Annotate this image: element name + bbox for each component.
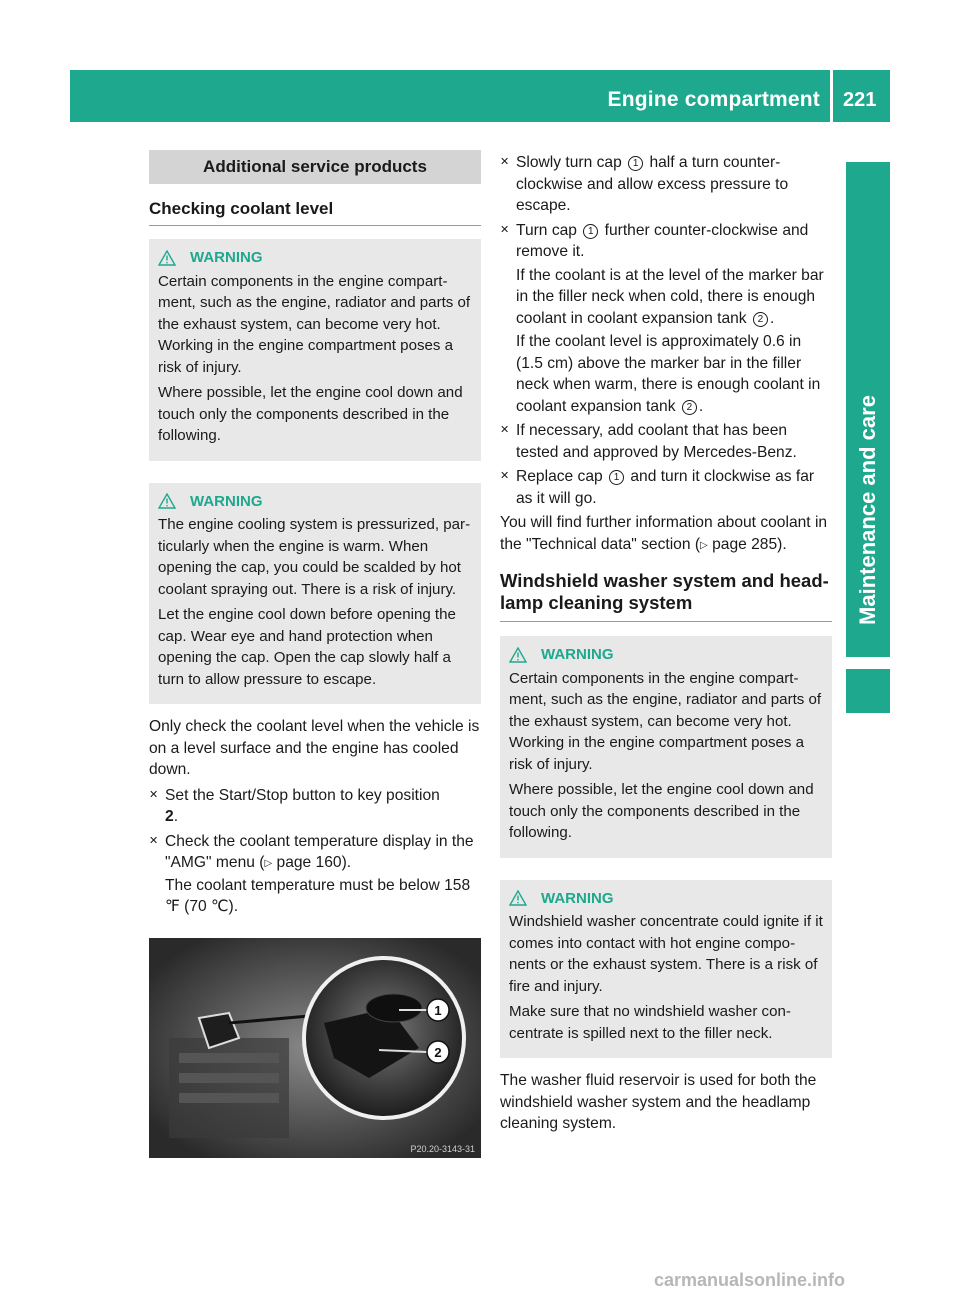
step-text: further counter-clockwise and remove it. xyxy=(516,221,809,260)
page-title: Engine compartment xyxy=(607,88,820,111)
step-text: If necessary, add coolant that has been tested and approved by Mercedes-Benz. xyxy=(516,422,797,461)
callout-number: 1 xyxy=(628,156,643,171)
step-text: . xyxy=(173,808,179,825)
step-arrow-icon: ✕ xyxy=(500,470,510,482)
header-divider xyxy=(830,70,833,122)
step-arrow-icon: ✕ xyxy=(500,424,510,436)
warning-icon xyxy=(509,890,527,906)
warning-box xyxy=(500,636,832,858)
step-text: ). xyxy=(341,854,352,871)
info-text: ). xyxy=(777,535,787,553)
left-column xyxy=(149,150,481,1158)
warning-label: WARNING xyxy=(541,646,614,663)
instruction-step xyxy=(500,220,832,418)
step-text: Turn cap xyxy=(516,221,577,239)
subheading: Checking coolant level xyxy=(149,198,481,227)
warning-text: Windshield washer concentrate could ignite if it comes into contact with hot engine components or the exhaust system. There is a risk of fire and injury. xyxy=(509,913,823,995)
section-heading: Windshield washer system and headlamp cleaning system xyxy=(500,570,832,622)
closing-paragraph: The washer fluid reservoir is used for both the windshield washer system and the headlamp cleaning system. xyxy=(500,1072,817,1132)
warning-text: The engine cooling system is pressurized, particularly when the engine is warm. When opening the cap, you could be scalded by hot coolant spraying out. There is a risk of injury. xyxy=(158,516,471,598)
warning-text: Certain components in the engine compartment, such as the engine, radiator and parts of the exhaust system, can become very hot. Working in the engine compartment poses a risk of injury. xyxy=(509,669,822,773)
step-arrow-icon: ✕ xyxy=(500,223,510,236)
right-column xyxy=(500,152,832,1139)
page-number: 221 xyxy=(843,89,877,111)
warning-icon xyxy=(158,250,176,266)
warning-box xyxy=(149,239,481,461)
instruction-step xyxy=(500,152,832,217)
instruction-step xyxy=(149,785,481,828)
step-text: half a turn counter-clockwise and allow excess pressure to escape. xyxy=(516,154,789,214)
warning-text: Let the engine cool down before opening the cap. Wear eye and hand protection when opening the cap. Open the cap slowly half a turn to allow pressure to escape. xyxy=(158,606,456,688)
step-note: The coolant temperature must be below 158 ℉ (70 ℃). xyxy=(165,876,471,915)
instruction-step xyxy=(500,420,832,463)
callout-number: 1 xyxy=(609,470,624,485)
callout-1: 1 xyxy=(434,1002,442,1018)
engine-photo xyxy=(149,938,481,1158)
step-text: Replace cap xyxy=(516,468,603,485)
intro-paragraph: Only check the coolant level when the vehicle is on a level surface and the engine has cooled down. xyxy=(149,718,480,778)
warning-box xyxy=(149,483,481,705)
key-position: 2 xyxy=(165,808,174,825)
step-arrow-icon: ✕ xyxy=(500,156,510,168)
section-title: Additional service products xyxy=(149,150,481,184)
warning-icon xyxy=(158,493,176,509)
page-ref-link[interactable]: page 285 xyxy=(712,535,778,553)
warning-text: Where possible, let the engine cool down and touch only the components described in the following. xyxy=(509,781,814,841)
callout-number: 2 xyxy=(682,400,697,415)
callout-number: 1 xyxy=(583,224,598,239)
page-ref-icon: ▷ xyxy=(264,858,273,869)
info-text: You will find further information about coolant in the "Technical data" section ( xyxy=(500,514,828,553)
warning-label: WARNING xyxy=(190,492,263,510)
info-paragraph xyxy=(500,512,832,556)
step-text: Set the Start/Stop button to key position xyxy=(165,786,440,804)
warning-box xyxy=(500,880,832,1059)
warning-label: WARNING xyxy=(190,249,263,266)
step-note: . xyxy=(769,309,775,327)
warning-icon xyxy=(509,647,527,663)
watermark: carmanualsonline.info xyxy=(654,1270,846,1290)
warning-text: Certain components in the engine compartment, such as the engine, radiator and parts of the exhaust system, can become very hot. Working in the engine compartment poses a risk of injury. xyxy=(158,272,471,376)
callout-2: 2 xyxy=(434,1044,442,1060)
step-text: Check the coolant temperature display in the "AMG" menu ( xyxy=(165,832,474,871)
step-note: If the coolant level is approximately 0.6 in (1.5 cm) above the marker bar in the filler neck when warm, there is enough coolant in coolant expansion tank xyxy=(516,333,821,415)
warning-text: Make sure that no windshield washer concentrate is spilled next to the filler neck. xyxy=(509,1003,791,1042)
step-note: If the coolant is at the level of the marker bar in the filler neck when cold, there is enough coolant in coolant expansion tank xyxy=(516,266,824,327)
warning-label: WARNING xyxy=(541,889,614,907)
side-marker xyxy=(846,669,890,713)
page-ref-icon: ▷ xyxy=(700,539,708,551)
step-arrow-icon: ✕ xyxy=(149,788,159,801)
instruction-step xyxy=(149,831,481,918)
step-text: and turn it clockwise as far as it will go. xyxy=(516,468,815,507)
photo-code: P20.20-3143-31 xyxy=(410,1143,475,1154)
step-text: Slowly turn cap xyxy=(516,154,622,171)
page-ref-link[interactable]: page 160 xyxy=(276,854,342,871)
instruction-step xyxy=(500,466,832,509)
warning-text: Where possible, let the engine cool down and touch only the components described in the following. xyxy=(158,384,463,444)
callout-number: 2 xyxy=(753,312,768,327)
step-note: . xyxy=(698,397,704,415)
step-arrow-icon: ✕ xyxy=(149,834,159,847)
side-tab-label: Maintenance and care xyxy=(855,395,880,625)
